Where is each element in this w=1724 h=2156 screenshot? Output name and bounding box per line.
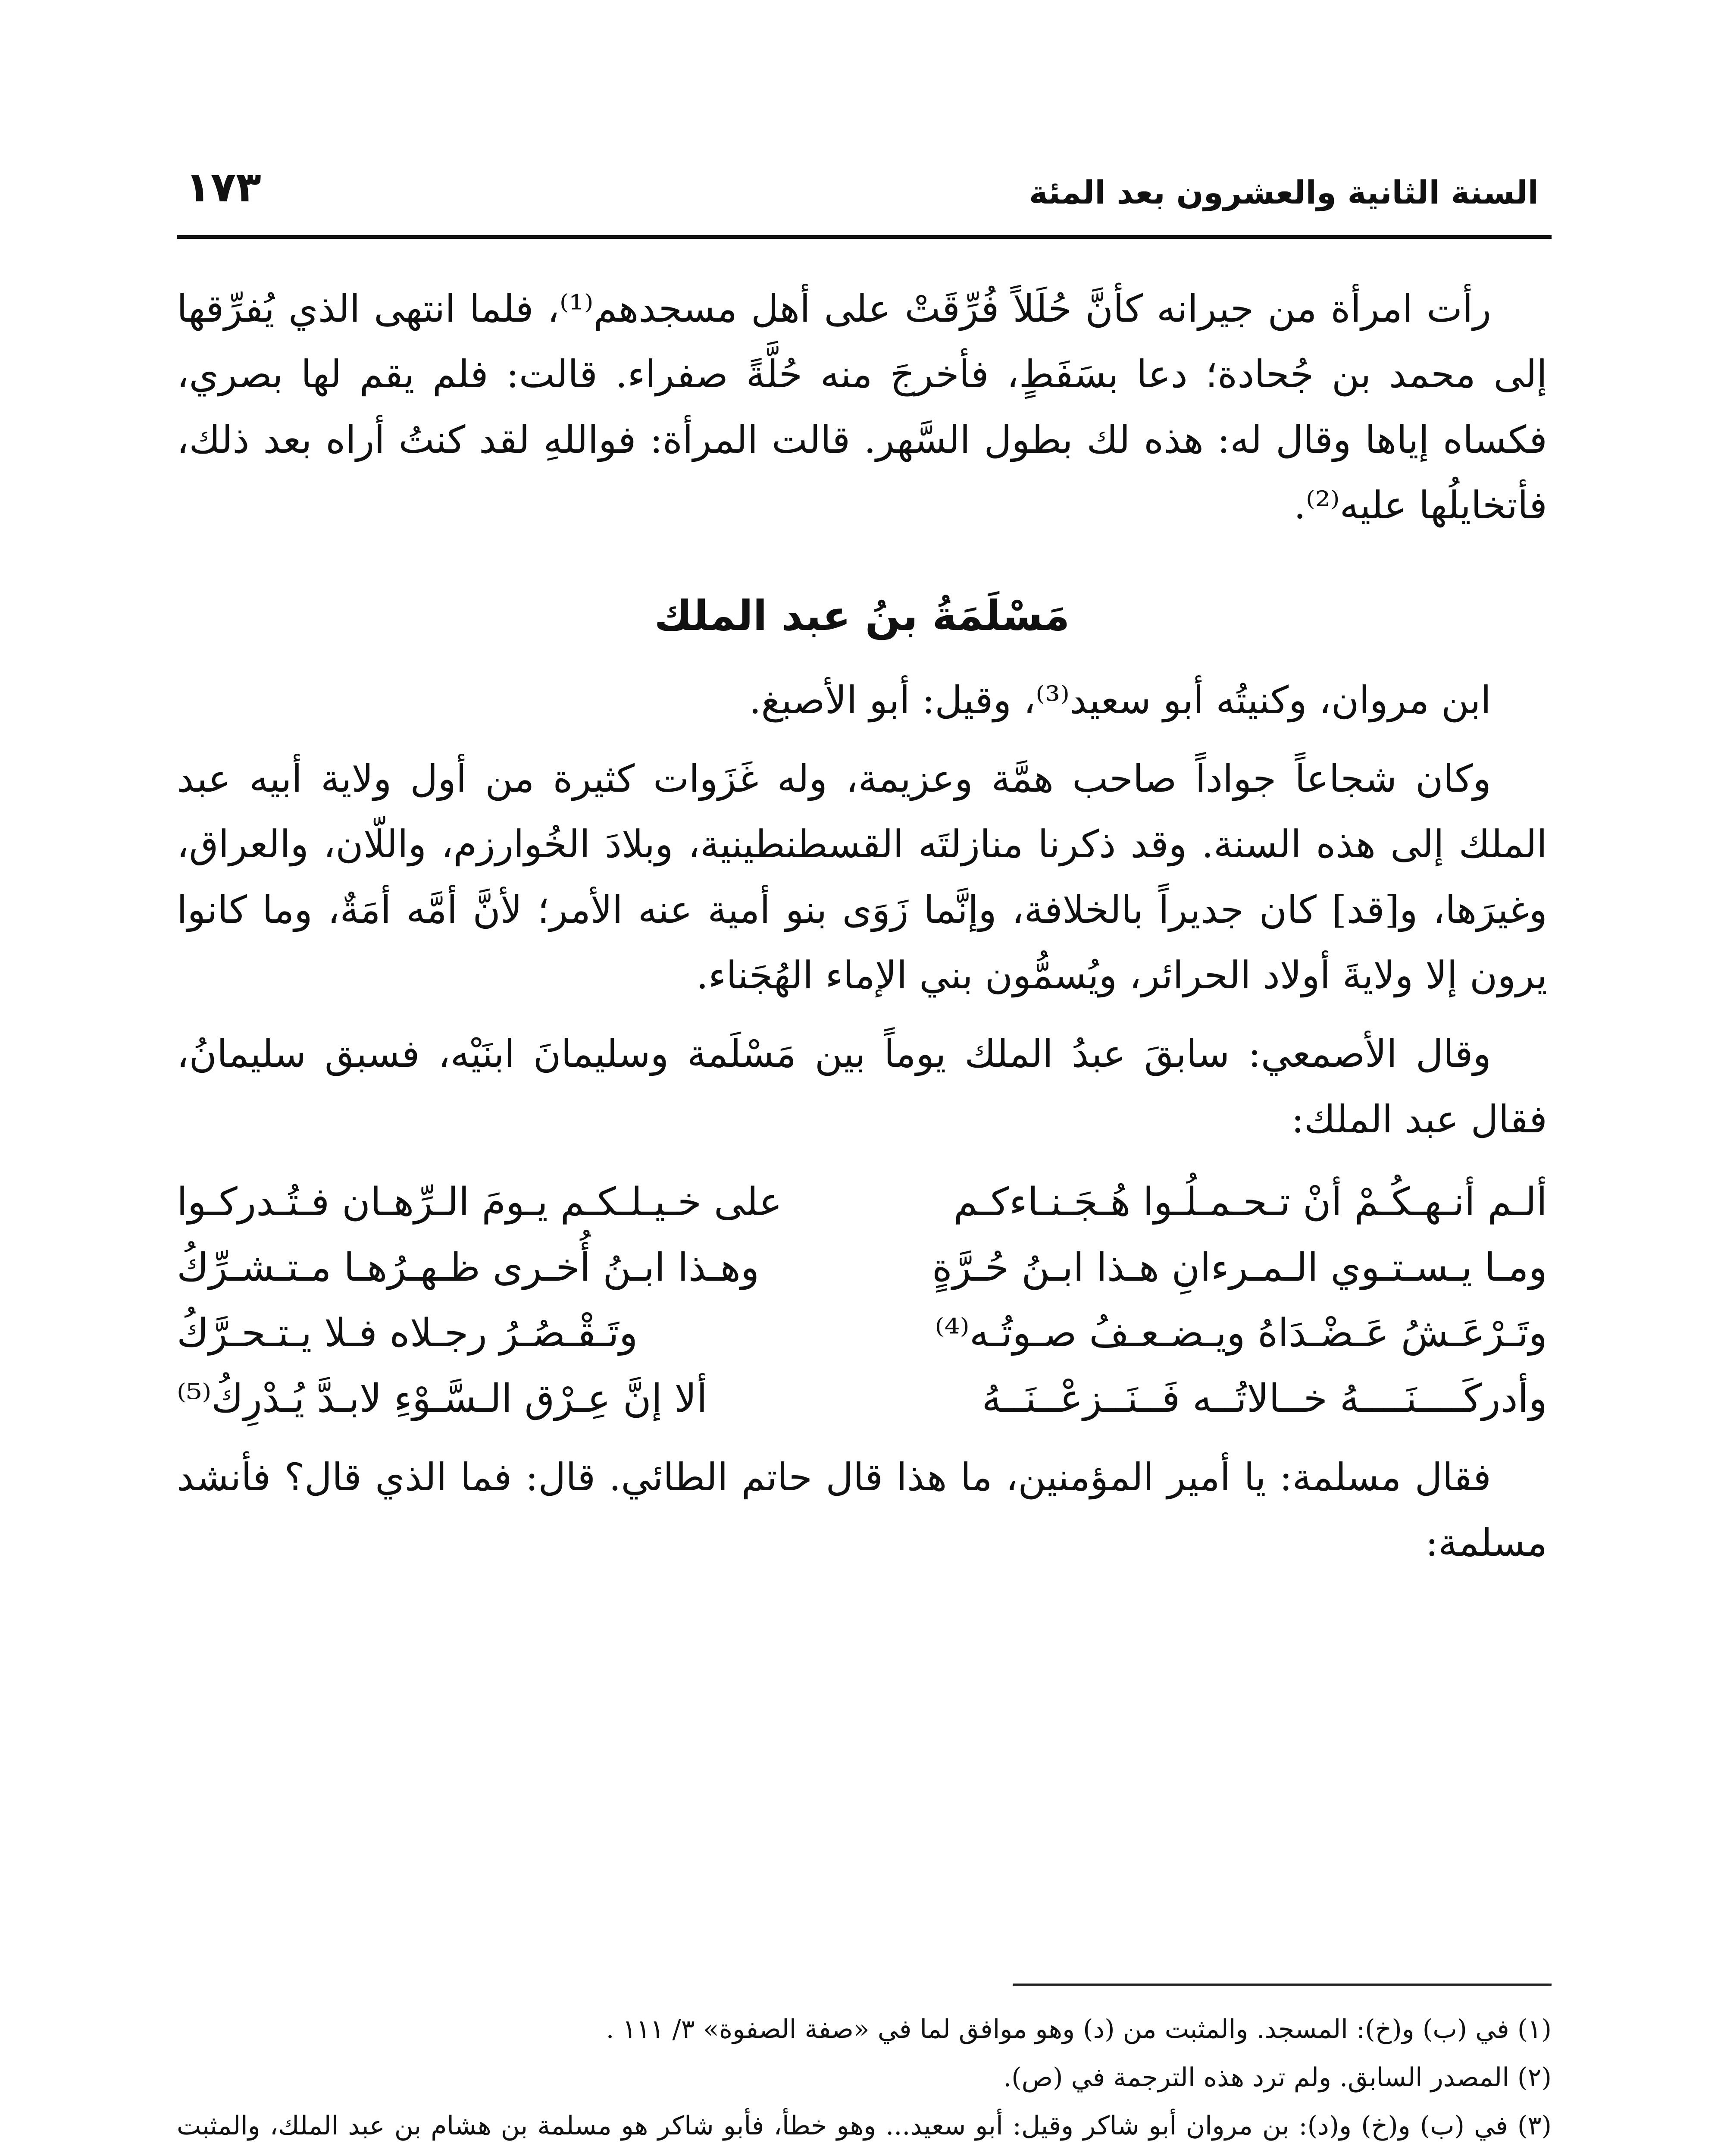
header-rule (177, 235, 1552, 239)
verse-first-hemistich: ألـم أنـهـكُـمْ أنْ تـحـمـلُـوا هُـجَـنـاءكـم (953, 1179, 1547, 1225)
paragraph: ابن مروان، وكنيتُه أبو سعيد⁽³⁾، وقيل: أبو الأصبغ. (749, 678, 1491, 722)
paragraph: وقال الأصمعي: سابقَ عبدُ الملك يوماً بين مَسْلَمة وسليمانَ ابنَيْه، فسبق سليمانُ، فقال عبد الملك: (177, 1031, 1547, 1141)
footnote: (١) في (ب) و(خ): المسجد. والمثبت من (د) وهو موافق لما في «صفة الصفوة» ٣/ ١١١ . (606, 2014, 1552, 2044)
verse-second-hemistich: ألا إنَّ عِـرْق الـسَّـوْءِ لابـدَّ يُـدْرِكُ⁽⁵⁾ (177, 1376, 707, 1421)
verse-second-hemistich: وهـذا ابـنُ أُخـرى ظـهـرُهـا مـتـشـرِّكُ (177, 1245, 760, 1290)
footnotes (177, 2005, 1552, 2156)
paragraph: وكان شجاعاً جواداً صاحب همَّة وعزيمة، وله غَزَوات كثيرة من أول ولاية أبيه عبد الملك إلى هذه السنة. وقد ذكرنا منازلتَه القسطنطينية، وبلادَ الخُوارزم، واللّان، والعراق، وغيرَها، و[قد] كان جديراً بالخلافة، وإنَّما زَوَى بنو أمية عنه الأمر؛ لأنَّ أمَّه أمَةٌ، وما كانوا يرون إلا ولايةَ أولاد الحرائر، ويُسمُّون بني الإماء الهُجَناء. (177, 756, 1547, 997)
paragraph: فقال مسلمة: يا أمير المؤمنين، ما هذا قال حاتم الطائي. قال: فما الذي قال؟ فأنشد مسلمة: (177, 1455, 1547, 1565)
footnote: (٢) المصدر السابق. ولم ترد هذه الترجمة في (ص). (1003, 2062, 1552, 2093)
verse-line (177, 1235, 1547, 1300)
running-header (185, 155, 1539, 211)
footnote-separator (1013, 1984, 1552, 1986)
footnote: (٣) في (ب) و(خ) و(د): بن مروان أبو شاكر وقيل: أبو سعيد... وهو خطأ، فأبو شاكر هو مسلمة بن هشام بن عبد الملك، والمثبت (177, 2111, 1552, 2141)
verse-first-hemistich: وأدركَــــنَــــهُ خــالاتُــه فَــنَــزعْــنَــهُ (982, 1376, 1547, 1421)
verse-first-hemistich: ومـا يـسـتـوي الـمـرءانِ هـذا ابـنُ حُـرَّةٍ (932, 1245, 1547, 1290)
main-text (177, 276, 1547, 1576)
poem (177, 1169, 1547, 1432)
paragraph: رأت امرأة من جيرانه كأنَّ حُلَلاً فُرِّقَتْ على أهل مسجدهم⁽¹⁾، فلما انتهى الذي يُفرِّقها إلى محمد بن جُحادة؛ دعا بسَفَطٍ، فأخرجَ منه حُلَّةً صفراء. قالت: فلم يقم لها بصري، فكساه إياها وقال له: هذه لك بطول السَّهر. قالت المرأة: فواللهِ لقد كنتُ أراه بعد ذلك، فأتخايلُها عليه⁽²⁾. (177, 286, 1547, 527)
verse-line (177, 1169, 1547, 1235)
verse-second-hemistich: على خـيـلـكـم يـومَ الـرِّهـان فـتُـدركـوا (177, 1179, 782, 1225)
running-header-title: السنة الثانية والعشرون بعد المئة (1029, 174, 1539, 211)
verse-line (177, 1366, 1547, 1432)
section-heading: مَسْلَمَةُ بنُ عبد الملك (654, 592, 1070, 640)
page-number: ١٧٣ (185, 163, 261, 211)
verse-second-hemistich: وتَـقْـصُـرُ رجـلاه فـلا يـتـحـرَّكُ (177, 1310, 638, 1356)
verse-line (177, 1300, 1547, 1366)
verse-first-hemistich: وتَـرْعَـشُ عَـضْـدَاهُ ويـضـعـفُ صـوتُـه⁽⁴⁾ (935, 1310, 1547, 1356)
